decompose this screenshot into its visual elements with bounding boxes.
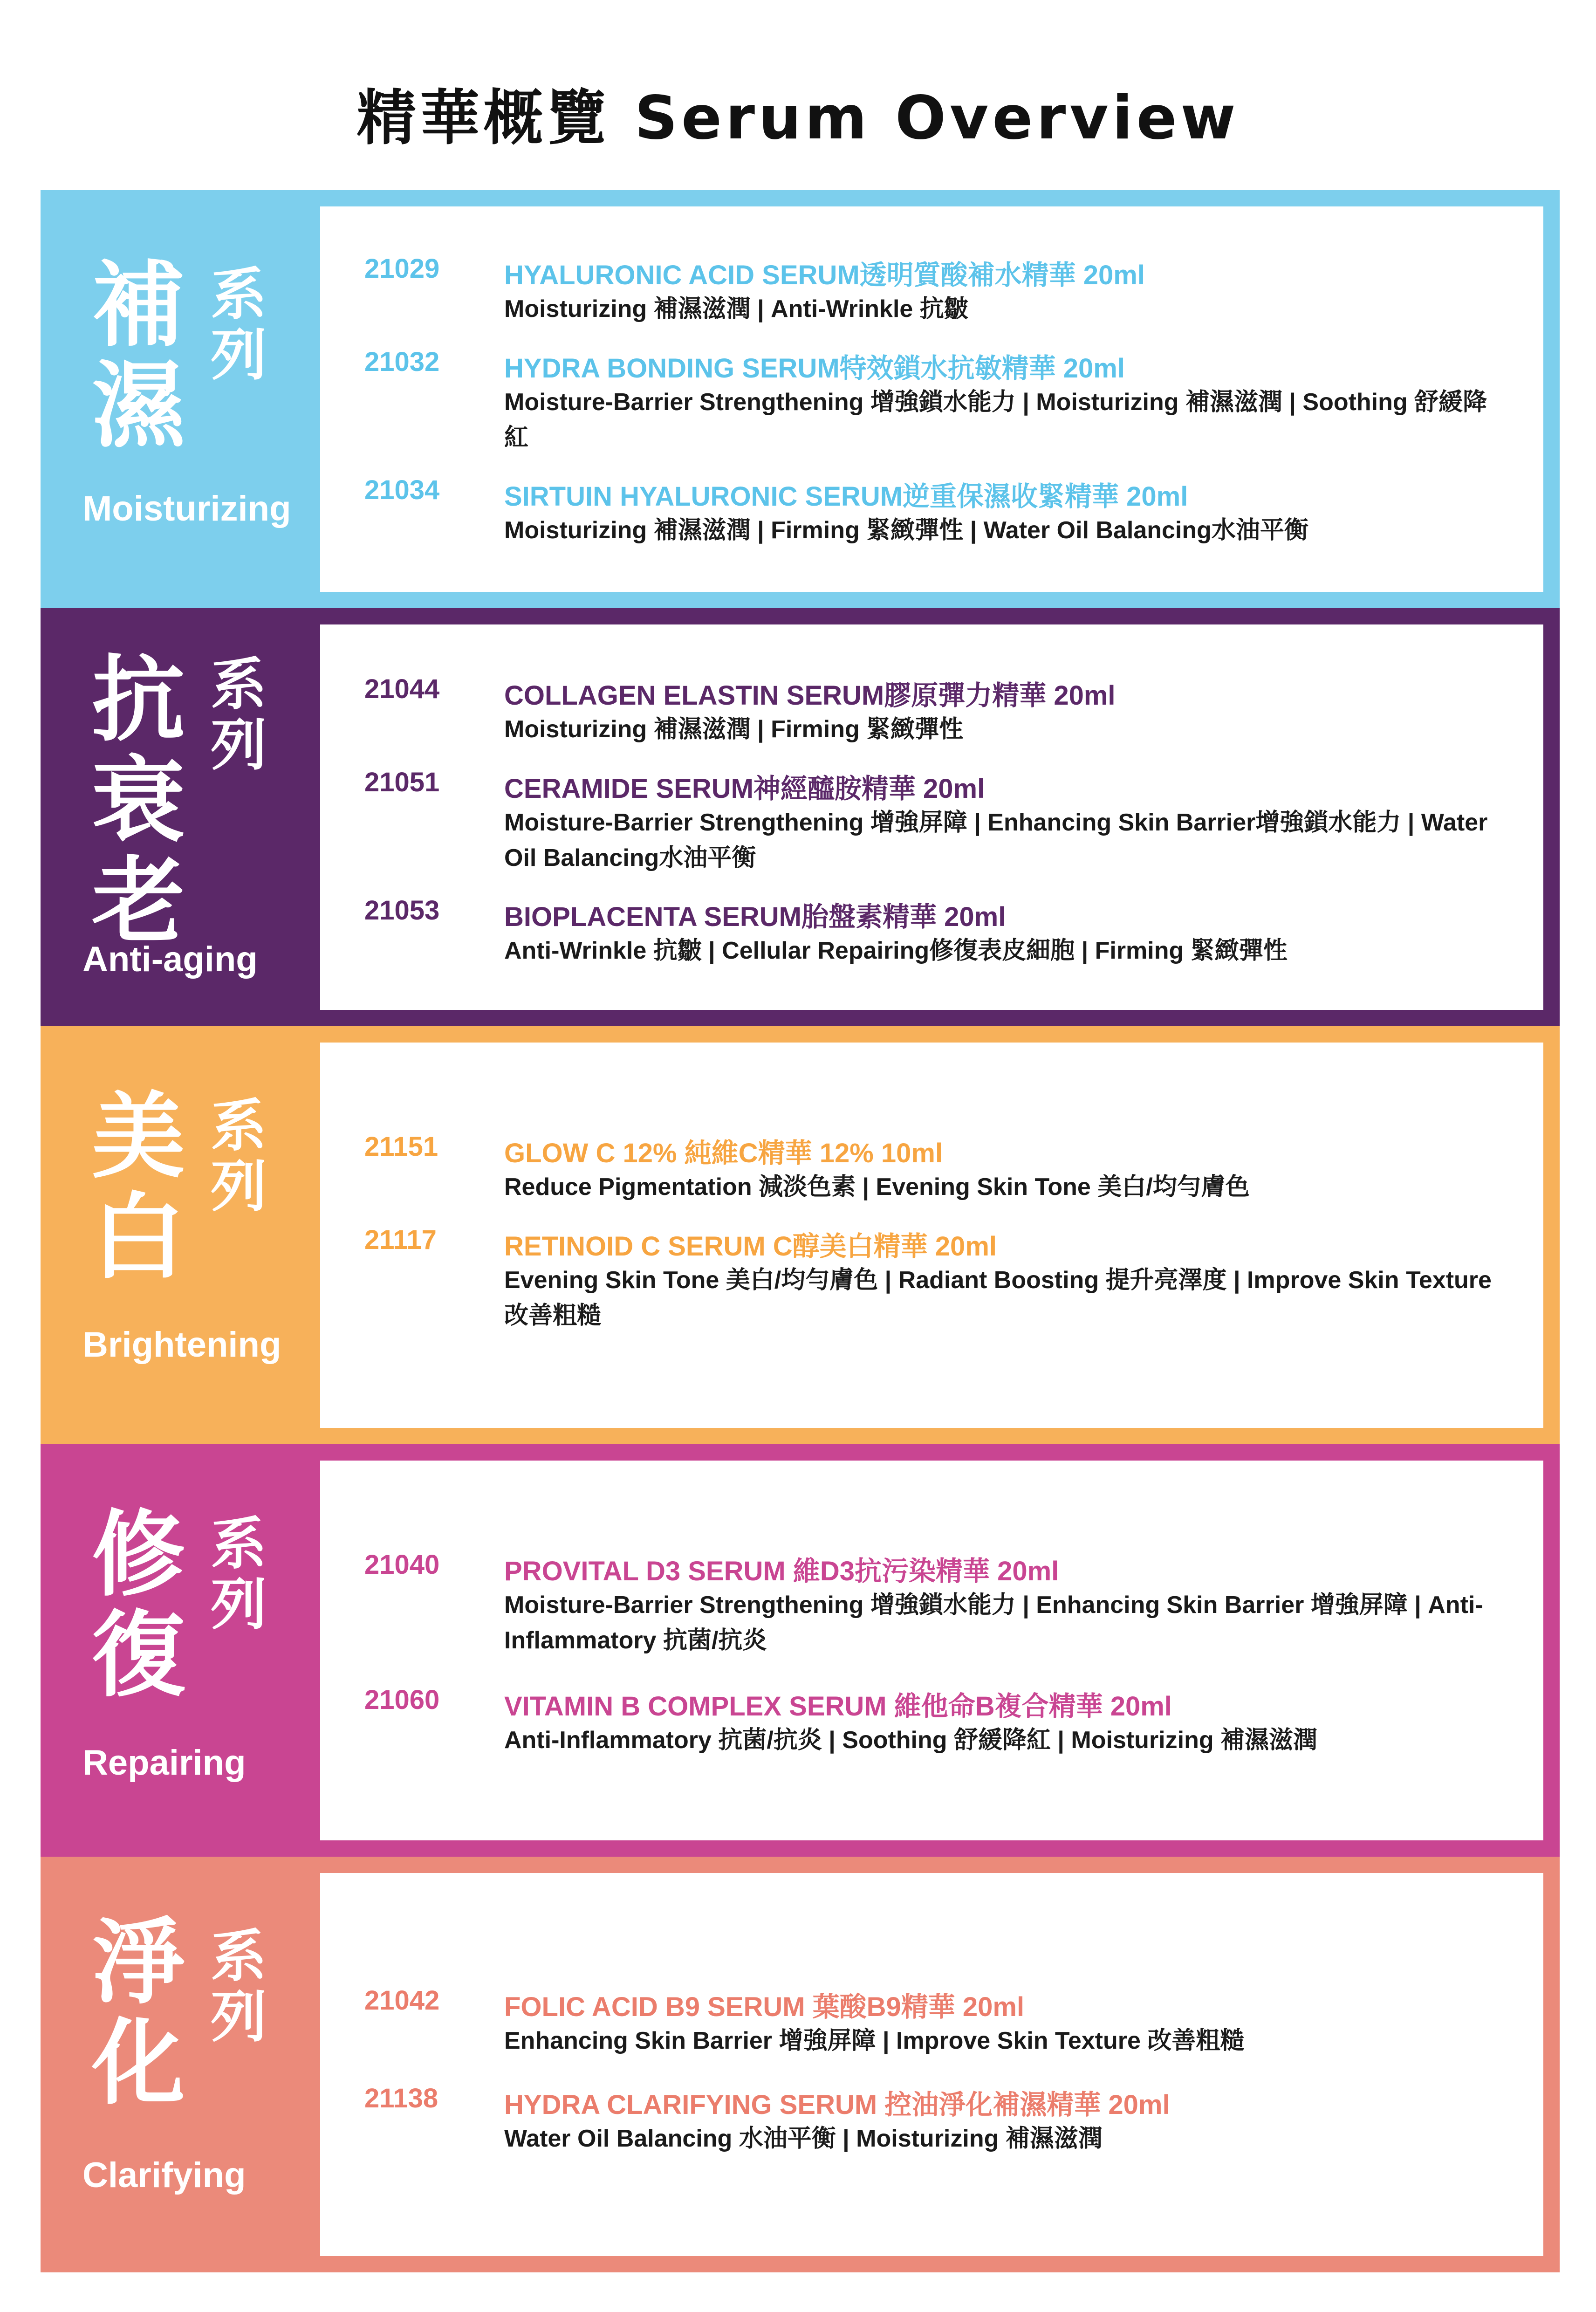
product-code: 21060 xyxy=(364,1685,440,1715)
section-anti-aging xyxy=(41,608,1560,1026)
product-description: Moisturizing 補濕滋潤 | Firming 緊緻彈性 xyxy=(504,716,964,743)
series-char: 列 xyxy=(211,1572,267,1637)
section-label-panel xyxy=(41,1857,320,2272)
product-list xyxy=(320,1461,1543,1840)
product-list xyxy=(320,624,1543,1010)
product-description: Moisturizing 補濕滋潤 | Firming 緊緻彈性 | Water Oil Balancing水油平衡 xyxy=(504,517,1308,544)
product-name: HYALURONIC ACID SERUM透明質酸補水精華 20ml xyxy=(504,260,1145,290)
section-title-char: 修 xyxy=(92,1501,185,1609)
section-label-panel xyxy=(41,1026,320,1444)
product-code: 21032 xyxy=(364,347,440,377)
section-title-char: 老 xyxy=(92,847,185,956)
section-repairing xyxy=(41,1444,1560,1857)
section-label-panel xyxy=(41,608,320,1026)
product-description: Enhancing Skin Barrier 增強屏障 | Improve Skin Texture 改善粗糙 xyxy=(504,2027,1245,2054)
series-char: 系 xyxy=(211,1094,267,1159)
section-en-label: Clarifying xyxy=(82,2155,246,2195)
section-moisturizing xyxy=(41,190,1560,608)
product-description: Moisturizing 補濕滋潤 | Anti-Wrinkle 抗皺 xyxy=(504,295,968,322)
product-name: HYDRA BONDING SERUM特效鎖水抗敏精華 20ml xyxy=(504,353,1125,384)
product-name: HYDRA CLARIFYING SERUM 控油淨化補濕精華 20ml xyxy=(504,2090,1170,2120)
product-list xyxy=(320,206,1543,592)
product-name: COLLAGEN ELASTIN SERUM膠原彈力精華 20ml xyxy=(504,680,1116,711)
product-description: Evening Skin Tone 美白/均勻膚色 | Radiant Boosting 提升亮澤度 | Improve Skin Texture 改善粗糙 xyxy=(504,1267,1492,1329)
section-en-label: Moisturizing xyxy=(82,489,291,528)
series-char: 系 xyxy=(211,1512,267,1577)
section-label-panel xyxy=(41,1444,320,1857)
product-name: GLOW C 12% 純維C精華 12% 10ml xyxy=(504,1138,943,1168)
product-code: 21044 xyxy=(364,674,440,704)
section-title-char: 淨 xyxy=(92,1908,185,2017)
series-char: 系 xyxy=(211,1924,267,1989)
product-name: SIRTUIN HYALURONIC SERUM逆重保濕收緊精華 20ml xyxy=(504,481,1188,512)
section-clarifying xyxy=(41,1857,1560,2272)
series-char: 列 xyxy=(211,713,267,778)
section-title-char: 濕 xyxy=(92,352,185,460)
series-char: 系 xyxy=(211,262,267,327)
product-code: 21053 xyxy=(364,895,440,926)
section-title-char: 補 xyxy=(92,251,185,360)
product-name: CERAMIDE SERUM神經醯胺精華 20ml xyxy=(504,774,985,804)
product-name: VITAMIN B COMPLEX SERUM 維他命B複合精華 20ml xyxy=(504,1691,1172,1722)
section-title-char: 白 xyxy=(92,1183,185,1292)
product-code: 21051 xyxy=(364,767,440,797)
page-title: 精華概覽 Serum Overview xyxy=(356,83,1240,153)
product-list xyxy=(320,1873,1543,2256)
product-code: 21034 xyxy=(364,475,440,505)
section-title-char: 復 xyxy=(92,1601,185,1710)
section-en-label: Repairing xyxy=(82,1743,246,1783)
product-code: 21040 xyxy=(364,1550,440,1580)
section-label-panel xyxy=(41,190,320,608)
series-char: 列 xyxy=(211,322,267,388)
section-title-char: 衰 xyxy=(92,747,185,855)
product-code: 21029 xyxy=(364,254,440,284)
product-code: 21138 xyxy=(364,2083,438,2113)
product-description: Water Oil Balancing 水油平衡 | Moisturizing 補濕滋潤 xyxy=(504,2125,1103,2152)
product-name: BIOPLACENTA SERUM胎盤素精華 20ml xyxy=(504,902,1006,932)
product-code: 21042 xyxy=(364,1985,440,2016)
series-char: 列 xyxy=(211,1154,267,1219)
product-description: Anti-Wrinkle 抗皺 | Cellular Repairing修復表皮細胞 | Firming 緊緻彈性 xyxy=(504,937,1288,964)
section-title-char: 抗 xyxy=(92,646,185,755)
section-title-char: 化 xyxy=(92,2009,185,2118)
section-en-label: Anti-aging xyxy=(82,940,258,979)
product-description: Moisture-Barrier Strengthening 增強鎖水能力 | Enhancing Skin Barrier 增強屏障 | Anti-Inflammatory 抗菌/抗炎 xyxy=(504,1592,1483,1654)
product-list xyxy=(320,1043,1543,1428)
product-description: Moisture-Barrier Strengthening 增強鎖水能力 | Moisturizing 補濕滋潤 | Soothing 舒緩降紅 xyxy=(504,389,1487,451)
product-name: FOLIC ACID B9 SERUM 葉酸B9精華 20ml xyxy=(504,1992,1025,2022)
series-char: 系 xyxy=(211,652,267,717)
section-title-char: 美 xyxy=(92,1083,185,1191)
series-char: 列 xyxy=(211,1984,267,2050)
product-description: Moisture-Barrier Strengthening 增強屏障 | Enhancing Skin Barrier增強鎖水能力 | Water Oil Balancing水油平衡 xyxy=(504,809,1488,871)
product-description: Reduce Pigmentation 減淡色素 | Evening Skin Tone 美白/均勻膚色 xyxy=(504,1173,1250,1201)
product-name: PROVITAL D3 SERUM 維D3抗污染精華 20ml xyxy=(504,1556,1059,1586)
section-brightening xyxy=(41,1026,1560,1444)
product-code: 21151 xyxy=(364,1132,438,1162)
product-code: 21117 xyxy=(364,1225,437,1255)
product-description: Anti-Inflammatory 抗菌/抗炎 | Soothing 舒緩降紅 | Moisturizing 補濕滋潤 xyxy=(504,1727,1318,1754)
section-en-label: Brightening xyxy=(82,1325,281,1365)
product-name: RETINOID C SERUM C醇美白精華 20ml xyxy=(504,1231,997,1262)
